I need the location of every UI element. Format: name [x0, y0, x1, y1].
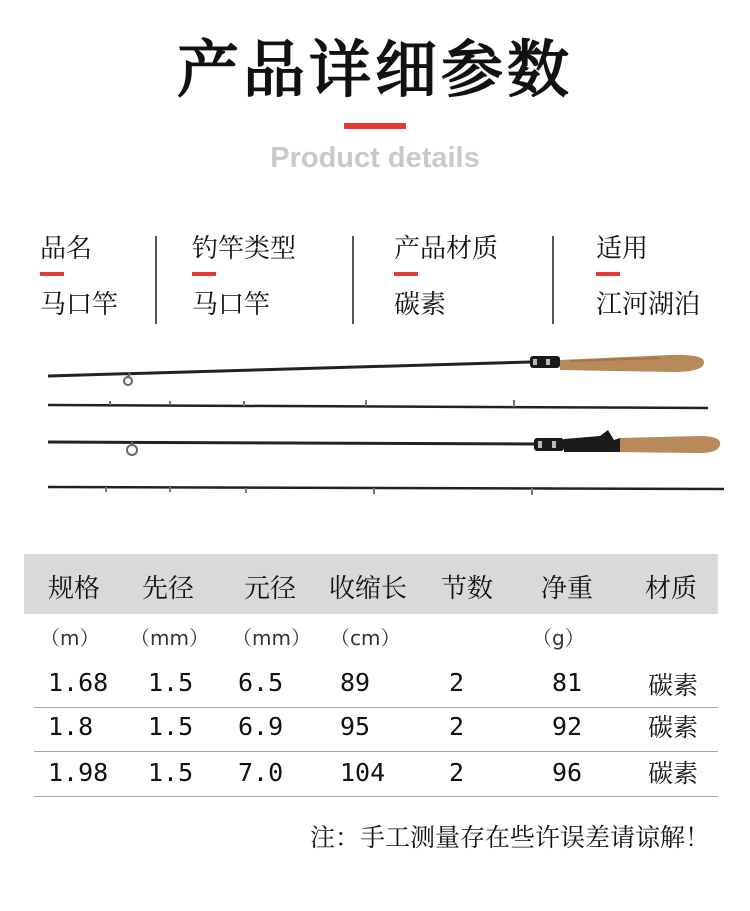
table-cell: 7.0: [238, 758, 284, 787]
casting-rod-butt: [48, 430, 720, 455]
measurement-note: 注：手工测量存在些许误差请谅解！: [309, 823, 710, 852]
attribute-value: 马口竿: [40, 290, 119, 320]
table-cell: 2: [449, 712, 465, 741]
table-cell: 104: [340, 758, 386, 787]
spec-header-butt: 元径: [244, 574, 297, 604]
spec-header-tip: 先径: [142, 574, 195, 604]
table-cell: 95: [340, 712, 371, 741]
fishing-rods-image: [40, 350, 730, 510]
table-cell: 碳素: [648, 759, 699, 788]
title-underline: [344, 123, 406, 129]
table-cell: 碳素: [648, 713, 699, 742]
spec-header-length: 规格: [48, 574, 101, 604]
attribute-divider: [155, 236, 157, 324]
attribute-divider: [552, 236, 554, 324]
attribute-marker: [40, 272, 64, 276]
table-cell: 2: [449, 758, 465, 787]
table-cell: 92: [552, 712, 583, 741]
table-cell: 1.68: [48, 668, 109, 697]
spec-unit: （mm）: [130, 626, 209, 650]
spec-unit: （mm）: [232, 626, 311, 650]
table-cell: 1.5: [148, 668, 194, 697]
attribute-divider: [352, 236, 354, 324]
attribute-value: 马口竿: [192, 290, 271, 320]
spec-header-material: 材质: [645, 574, 698, 604]
page-subtitle: Product details: [270, 142, 480, 174]
spec-header-sections: 节数: [441, 574, 494, 604]
table-cell: 1.98: [48, 758, 109, 787]
spec-unit: （cm）: [330, 626, 401, 650]
attribute-label: 适用: [596, 234, 649, 264]
spinning-rod-tip: [48, 400, 708, 408]
casting-rod-tip: [48, 487, 724, 495]
attribute-marker: [394, 272, 418, 276]
spec-unit: （m）: [40, 626, 100, 650]
spinning-rod-butt: [48, 355, 704, 385]
attribute-label: 品名: [40, 234, 93, 264]
table-cell: 1.8: [48, 712, 94, 741]
attribute-label: 产品材质: [394, 234, 499, 264]
spec-unit: （g）: [532, 626, 585, 650]
table-cell: 碳素: [648, 671, 699, 700]
attribute-marker: [596, 272, 620, 276]
table-cell: 1.5: [148, 758, 194, 787]
attribute-marker: [192, 272, 216, 276]
attribute-value: 碳素: [394, 290, 447, 320]
row-divider: [34, 707, 718, 708]
spec-header-closed: 收缩长: [329, 574, 408, 604]
table-cell: 6.5: [238, 668, 284, 697]
attribute-label: 钓竿类型: [192, 234, 297, 264]
row-divider: [34, 796, 718, 797]
table-cell: 2: [449, 668, 465, 697]
attribute-value: 江河湖泊: [596, 290, 701, 320]
table-cell: 81: [552, 668, 583, 697]
table-cell: 89: [340, 668, 371, 697]
page-title: 产品详细参数: [176, 33, 573, 106]
row-divider: [34, 751, 718, 752]
table-cell: 1.5: [148, 712, 194, 741]
table-cell: 96: [552, 758, 583, 787]
table-cell: 6.9: [238, 712, 284, 741]
spec-header-weight: 净重: [541, 574, 594, 604]
